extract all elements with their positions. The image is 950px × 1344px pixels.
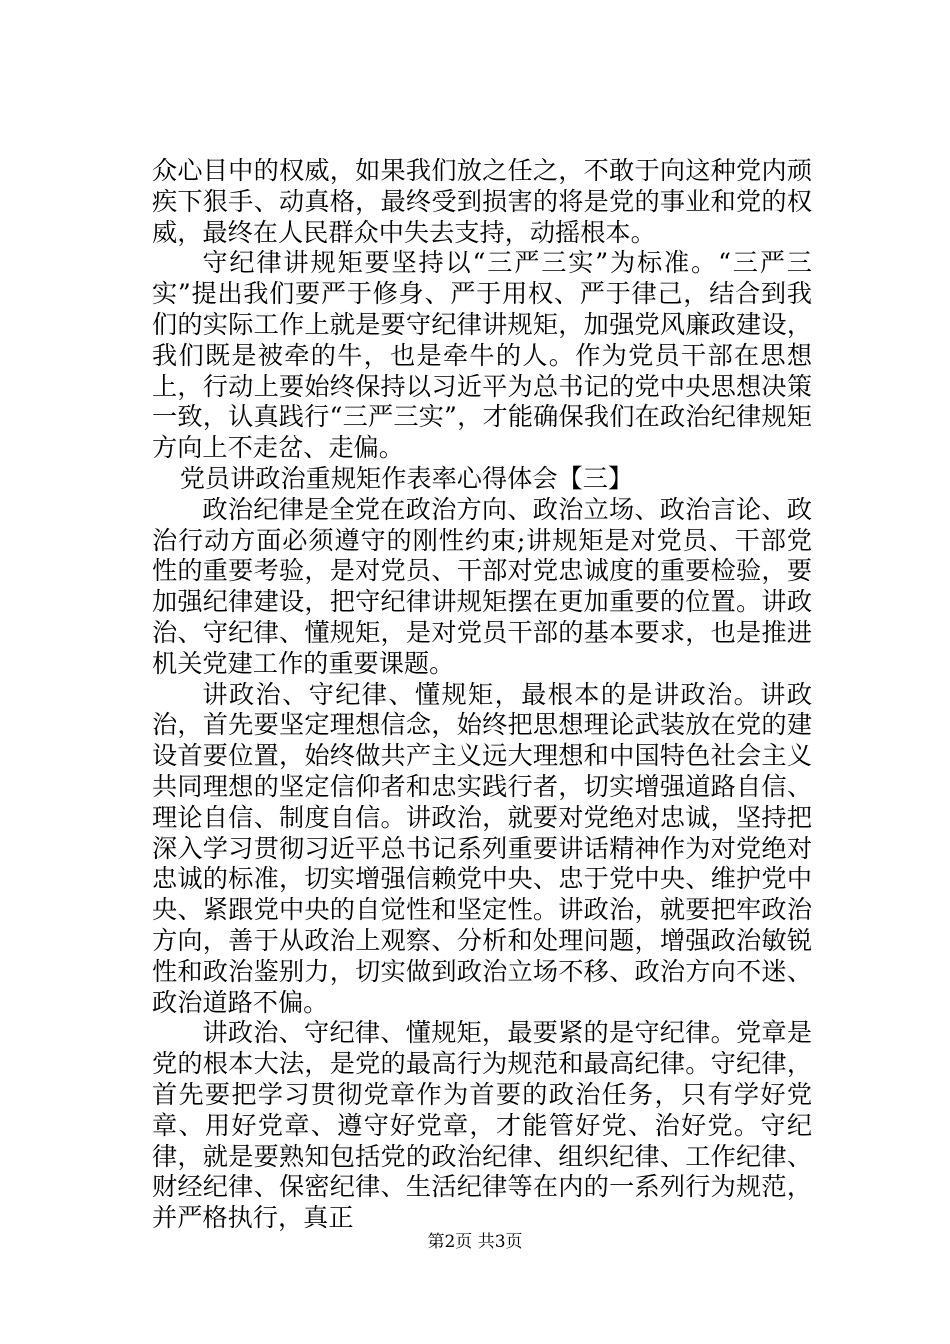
paragraph-continuation: 众心目中的权威，如果我们放之任之，不敢于向这种党内顽疾下狠手、动真格，最终受到损害的将是党的事业和党的权威，最终在人民群众中失去支持，动摇根本。 (152, 156, 812, 247)
paragraph-sanyan-sanshi: 守纪律讲规矩要坚持以“三严三实”为标准。“三严三实”提出我们要严于修身、严于用权、严于律己，结合到我们的实际工作上就是要守纪律讲规矩，加强党风廉政建设，我们既是被牵的牛，也是牵牛的人。作为党员干部在思想上，行动上要始终保持以习近平为总书记的党中央思想决策一致，认真践行“三严三实”，才能确保我们在政治纪律规矩方向上不走岔、走偏。 (152, 248, 812, 463)
document-body (152, 156, 812, 1234)
paragraph-shou-jilv: 讲政治、守纪律、懂规矩，最要紧的是守纪律。党章是党的根本大法，是党的最高行为规范和最高纪律。守纪律，首先要把学习贯彻党章作为首要的政治任务，只有学好党章、用好党章、遵守好党章，才能管好党、治好党。守纪律，就是要熟知包括党的政治纪律、组织纪律、工作纪律、财经纪律、保密纪律、生活纪律等在内的一系列行为规范，并严格执行，真正 (152, 1018, 812, 1233)
paragraph-jiang-zhengzhi: 讲政治、守纪律、懂规矩，最根本的是讲政治。讲政治，首先要坚定理想信念，始终把思想理论武装放在党的建设首要位置，始终做共产主义远大理想和中国特色社会主义共同理想的坚定信仰者和忠实践行者，切实增强道路自信、理论自信、制度自信。讲政治，就要对党绝对忠诚，坚持把深入学习贯彻习近平总书记系列重要讲话精神作为对党绝对忠诚的标准，切实增强信赖党中央、忠于党中央、维护党中央、紧跟党中央的自觉性和坚定性。讲政治，就要把牢政治方向，善于从政治上观察、分析和处理问题，增强政治敏锐性和政治鉴别力，切实做到政治立场不移、政治方向不迷、政治道路不偏。 (152, 679, 812, 1017)
paragraph-political-discipline: 政治纪律是全党在政治方向、政治立场、政治言论、政治行动方面必须遵守的刚性约束;讲规矩是对党员、干部党性的重要考验，是对党员、干部对党忠诚度的重要检验，要加强纪律建设，把守纪律讲规矩摆在更加重要的位置。讲政治、守纪律、懂规矩，是对党员干部的基本要求，也是推进机关党建工作的重要课题。 (152, 494, 812, 678)
page-footer: 第2页 共3页 (427, 1232, 523, 1252)
section-heading: 党员讲政治重规矩作表率心得体会【三】 (179, 463, 634, 493)
